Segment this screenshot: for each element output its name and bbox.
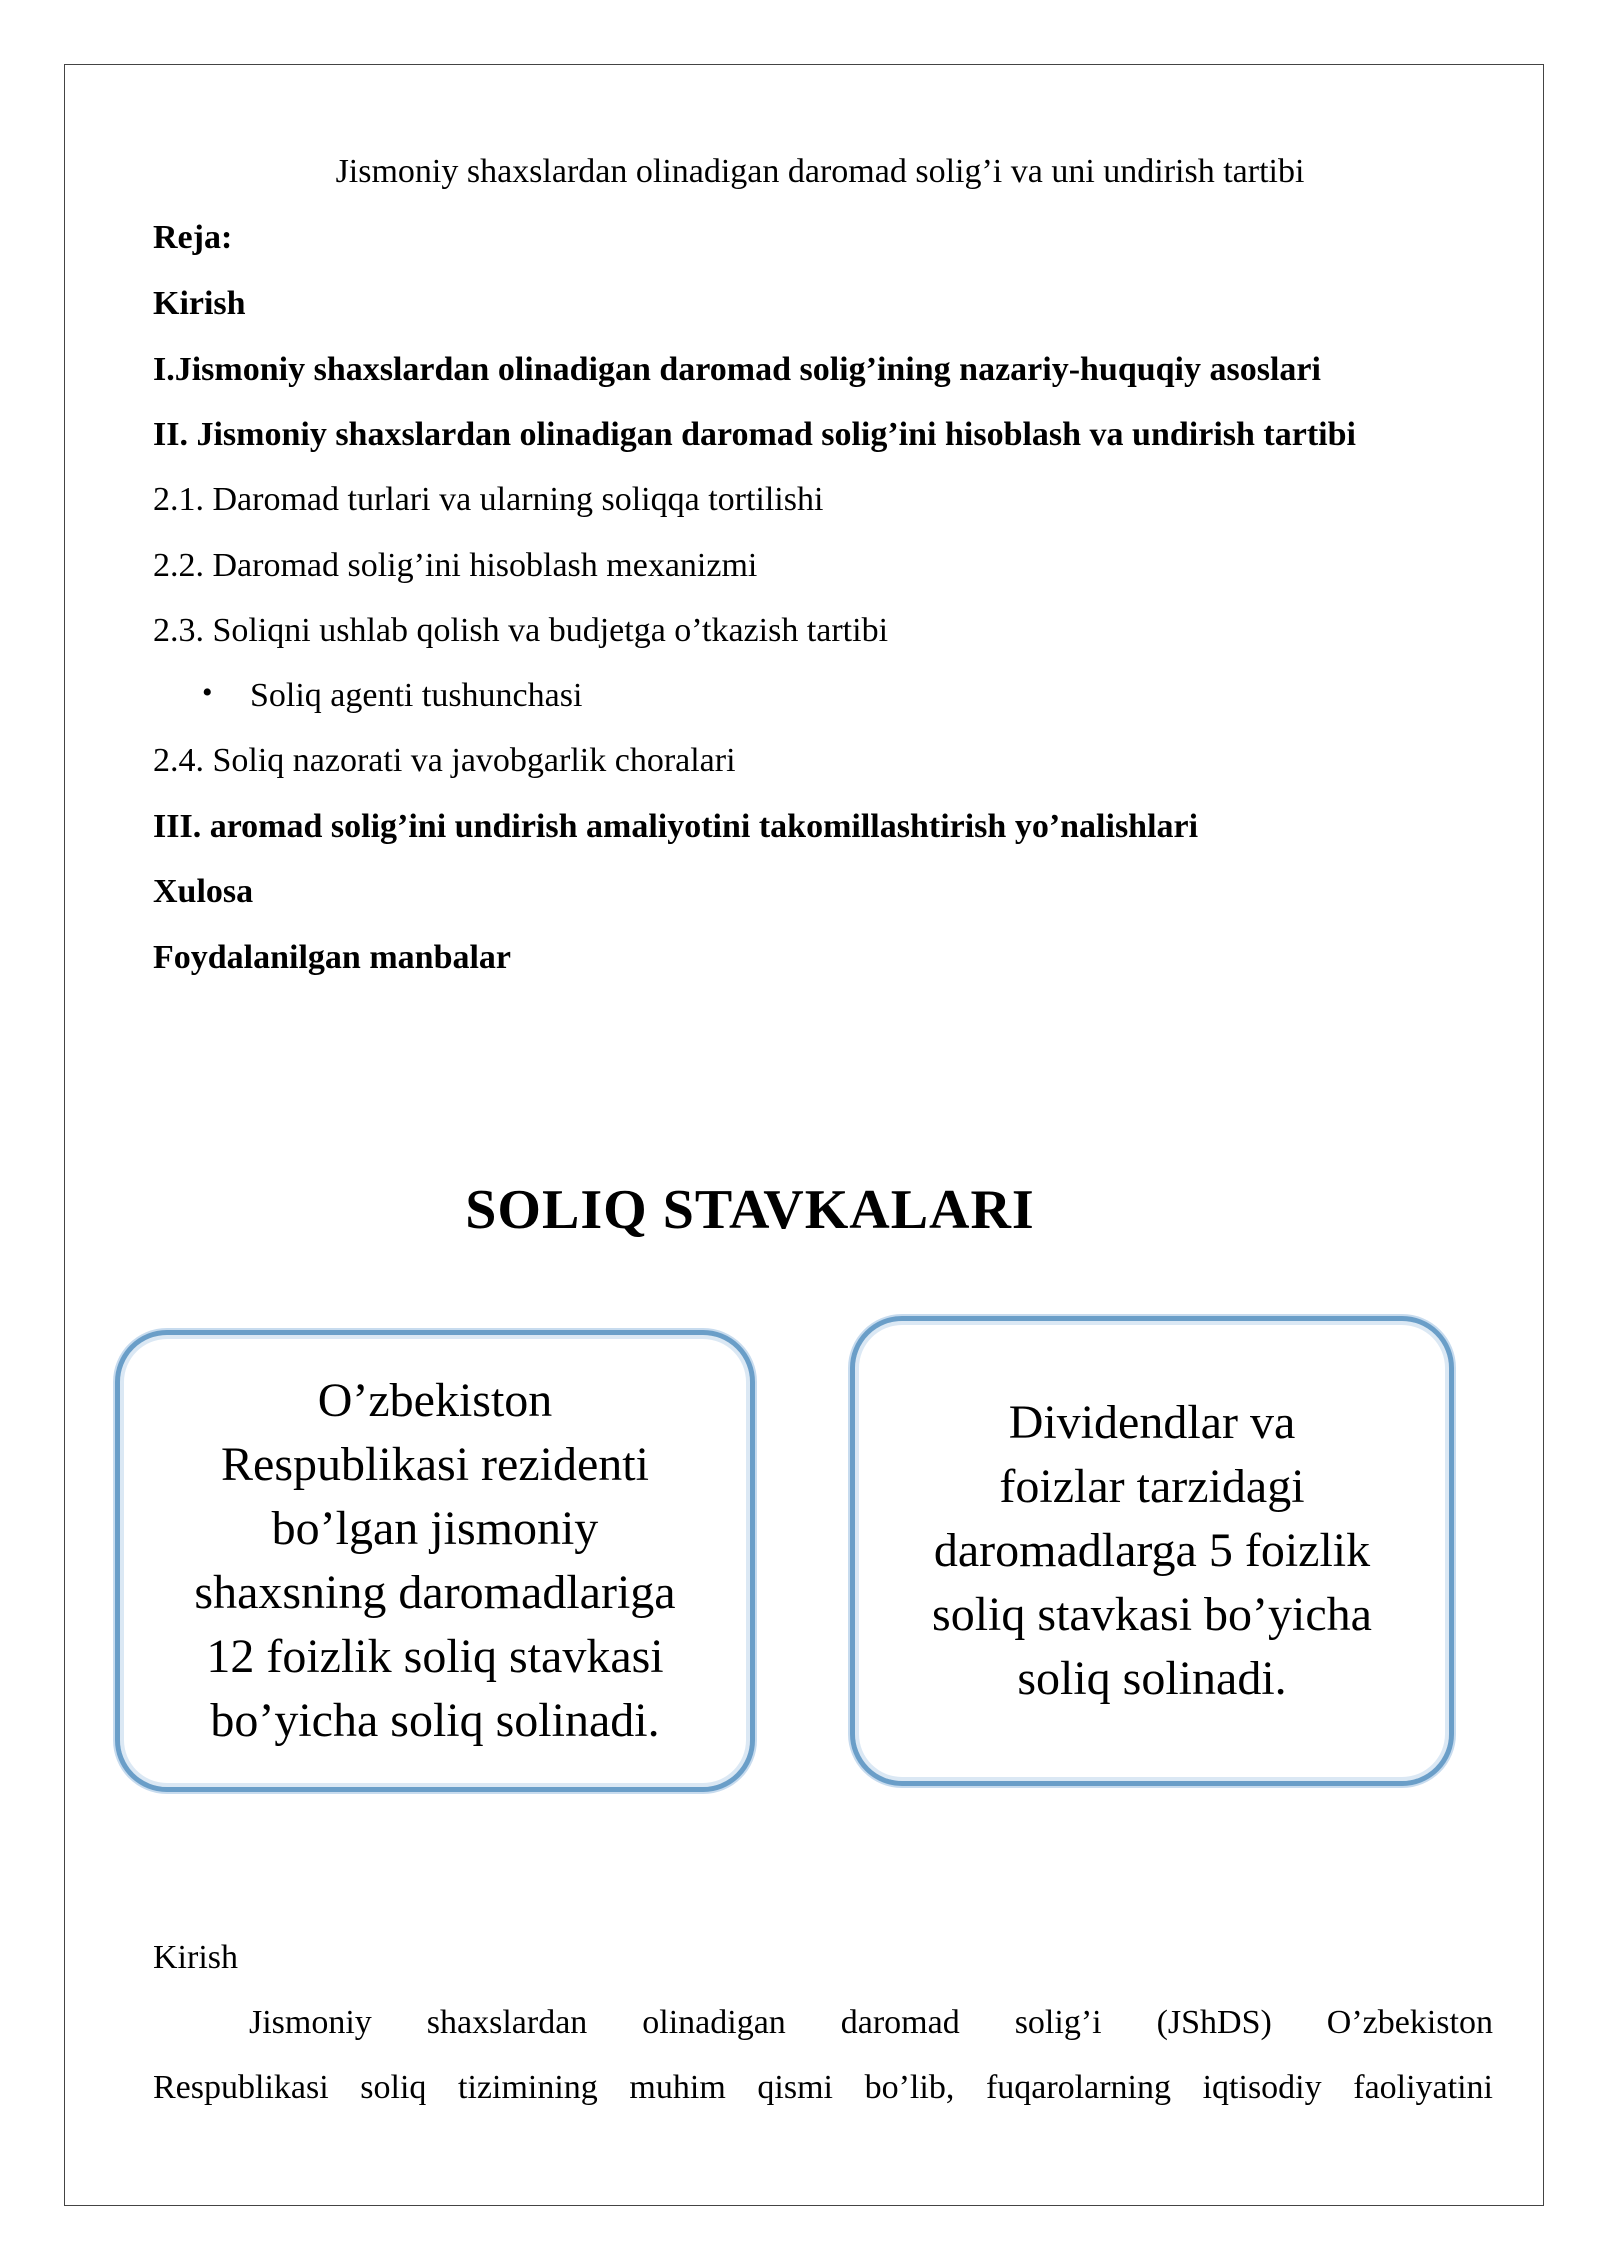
rate-box-resident-text: O’zbekiston Respublikasi rezidenti bo’lgan jismoniy shaxsning daromadlariga 12 foizlik soliq stavkasi bo’yicha soliq solinadi. (194, 1374, 676, 1747)
plan-item-2-3: 2.3. Soliqni ushlab qolish va budjetga o’tkazish tartibi (153, 612, 889, 649)
plan-item-manbalar: Foydalanilgan manbalar (153, 939, 512, 976)
intro-paragraph-line-2: Respublikasi soliq tizimining muhim qismi bo’lib, fuqarolarning iqtisodiy faoliyatini (153, 2069, 1493, 2106)
plan-item-kirish: Kirish (153, 285, 246, 322)
bullet-icon: • (202, 676, 213, 709)
plan-item-section-1: I.Jismoniy shaxslardan olinadigan daromad solig’ining nazariy-huquqiy asoslari (153, 351, 1321, 388)
intro-heading: Kirish (153, 1939, 238, 1976)
figure-heading: SOLIQ STAVKALARI (465, 1179, 1035, 1241)
document-title: Jismoniy shaxslardan olinadigan daromad solig’i va uni undirish tartibi (335, 153, 1305, 190)
plan-item-section-2: II. Jismoniy shaxslardan olinadigan daromad solig’ini hisoblash va undirish tartibi (153, 416, 1356, 453)
rate-box-resident (115, 1330, 755, 1792)
plan-bullet-item: Soliq agenti tushunchasi (250, 677, 583, 714)
plan-item-xulosa: Xulosa (153, 873, 254, 910)
rate-box-dividends (850, 1316, 1454, 1786)
plan-item-2-4: 2.4. Soliq nazorati va javobgarlik choralari (153, 742, 736, 779)
rate-box-dividends-text: Dividendlar va foizlar tarzidagi daromadlarga 5 foizlik soliq stavkasi bo’yicha soliq solinadi. (932, 1396, 1372, 1705)
plan-heading: Reja: (153, 219, 233, 256)
intro-paragraph-line-1: Jismoniy shaxslardan olinadigan daromad solig’i (JShDS) O’zbekiston (249, 2004, 1493, 2041)
plan-item-2-2: 2.2. Daromad solig’ini hisoblash mexanizmi (153, 547, 758, 584)
plan-item-2-1: 2.1. Daromad turlari va ularning soliqqa tortilishi (153, 481, 824, 518)
plan-item-section-3: III. aromad solig’ini undirish amaliyotini takomillashtirish yo’nalishlari (153, 808, 1199, 845)
